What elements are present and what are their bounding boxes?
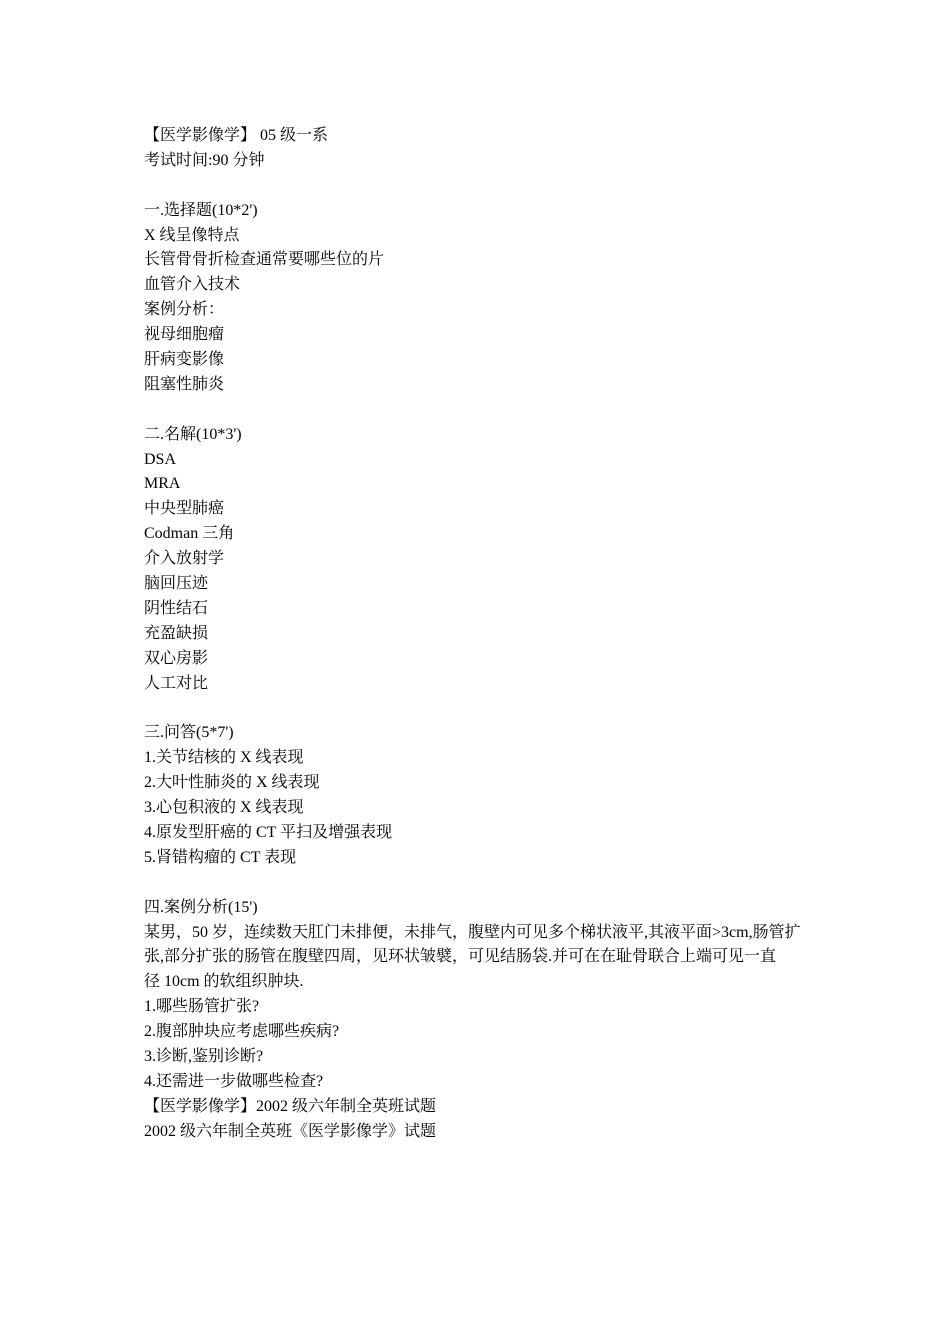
exam-time: 考试时间:90 分钟 <box>144 151 265 169</box>
list-item: 脑回压迹 <box>144 575 209 593</box>
list-item: 2.大叶性肺炎的 X 线表现 <box>144 774 320 792</box>
list-item: 阴性结石 <box>144 599 209 617</box>
list-item: 长管骨骨折检查通常要哪些位的片 <box>144 251 385 269</box>
section-heading-case: 四.案例分析(15') <box>144 898 258 916</box>
case-text-line: 径 10cm 的软组织肿块. <box>144 973 304 991</box>
spacer <box>144 398 809 423</box>
list-item: 阻塞性肺炎 <box>144 375 225 393</box>
list-item: 人工对比 <box>144 674 209 692</box>
list-item: 3.心包积液的 X 线表现 <box>144 799 304 817</box>
footer-title: 【医学影像学】2002 级六年制全英班试题 <box>144 1097 437 1115</box>
list-item: X 线呈像特点 <box>144 226 240 244</box>
list-item: Codman 三角 <box>144 525 235 543</box>
list-item: 1.关节结核的 X 线表现 <box>144 749 304 767</box>
list-item: MRA <box>144 475 181 493</box>
section-heading-questions: 三.问答(5*7') <box>144 724 234 742</box>
footer-subtitle: 2002 级六年制全英班《医学影像学》试题 <box>144 1122 437 1140</box>
section-heading-terms: 二.名解(10*3') <box>144 425 242 443</box>
case-question: 2.腹部肿块应考虑哪些疾病? <box>144 1023 340 1041</box>
section-heading-choice: 一.选择题(10*2') <box>144 201 258 219</box>
case-text-line: 某男，50 岁，连续数天肛门未排便，未排气，腹壁内可见多个梯状液平,其液平面>3cm,肠管扩 <box>144 923 801 941</box>
spacer <box>144 174 809 199</box>
list-item: 肝病变影像 <box>144 351 225 369</box>
spacer <box>144 696 809 721</box>
list-item: 中央型肺癌 <box>144 500 225 518</box>
list-item: 4.原发型肝癌的 CT 平扫及增强表现 <box>144 823 393 841</box>
case-question: 3.诊断,鉴别诊断? <box>144 1047 264 1065</box>
list-item: 案例分析： <box>144 301 225 319</box>
list-item: 介入放射学 <box>144 550 225 568</box>
case-question: 1.哪些肠管扩张? <box>144 998 260 1016</box>
list-item: 5.肾错构瘤的 CT 表现 <box>144 848 297 866</box>
list-item: 血管介入技术 <box>144 276 241 294</box>
spacer <box>144 871 809 896</box>
case-question: 4.还需进一步做哪些检查? <box>144 1072 324 1090</box>
list-item: 充盈缺损 <box>144 624 209 642</box>
list-item: 双心房影 <box>144 649 209 667</box>
case-text-line: 张,部分扩张的肠管在腹壁四周，见环状皱襞，可见结肠袋.并可在在耻骨联合上端可见一直 <box>144 948 777 966</box>
list-item: 视母细胞瘤 <box>144 326 225 344</box>
document-title: 【医学影像学】 05 级一系 <box>144 127 329 144</box>
document-page <box>144 124 809 1145</box>
list-item: DSA <box>144 450 177 468</box>
